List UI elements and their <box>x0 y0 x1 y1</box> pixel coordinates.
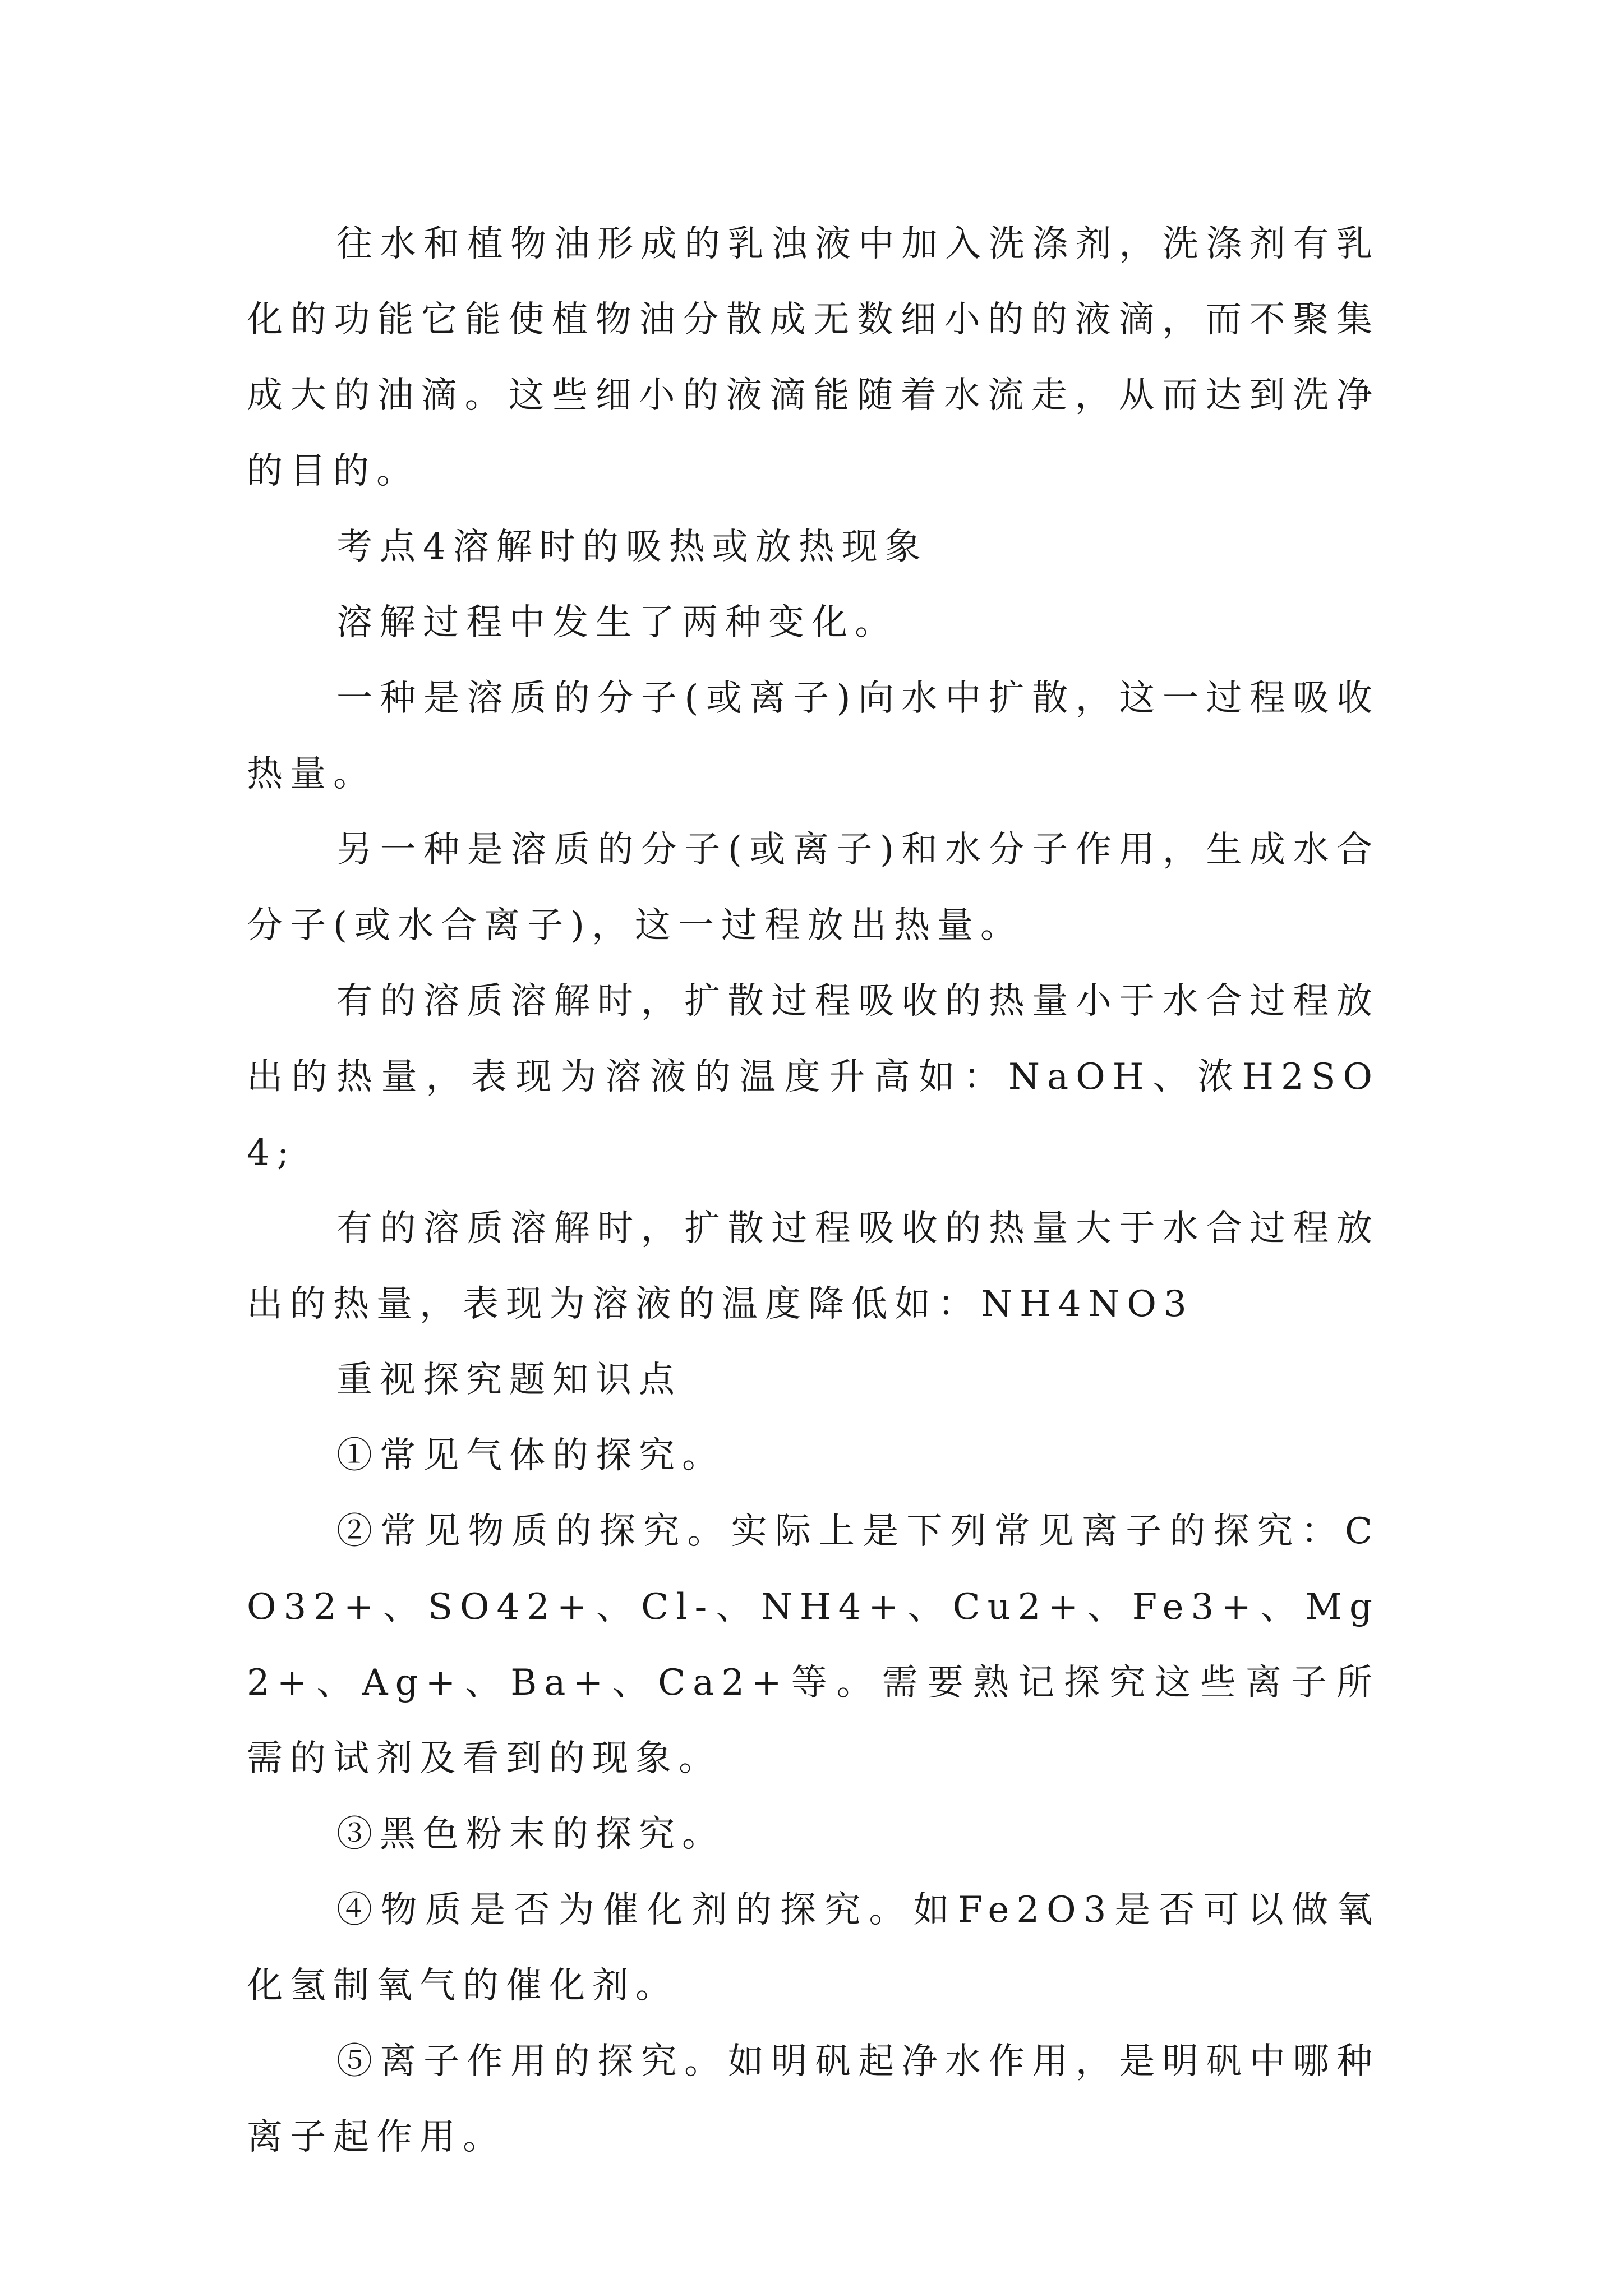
paragraph-item-5-ion-action: ⑤离子作用的探究。如明矾起净水作用，是明矾中哪种离子起作用。 <box>247 2041 1380 2158</box>
paragraph-temperature-drop: 有的溶质溶解时，扩散过程吸收的热量大于水合过程放出的热量，表现为溶液的温度降低如：NH4NO3 <box>247 1208 1380 1325</box>
paragraph-temperature-rise: 有的溶质溶解时，扩散过程吸收的热量小于水合过程放出的热量，表现为溶液的温度升高如：NaOH、浓H2SO4; <box>247 981 1380 1174</box>
paragraph-item-3-black-powder: ③黑色粉末的探究。 <box>336 1814 725 1855</box>
paragraph-item-2-ions: ②常见物质的探究。实际上是下列常见离子的探究：CO32+、SO42+、Cl-、NH4+、Cu2+、Fe3+、Mg2+、Ag+、Ba+、Ca2+等。需要熟记探究这些离子所需的试剂及看到的现象。 <box>247 1511 1380 1779</box>
paragraph-item-4-catalyst: ④物质是否为催化剂的探究。如Fe2O3是否可以做氧化氢制氧气的催化剂。 <box>247 1889 1380 2007</box>
paragraph-diffusion-absorbs-heat: 一种是溶质的分子(或离子)向水中扩散，这一过程吸收热量。 <box>247 678 1380 795</box>
paragraph-heading-inquiry-knowledge: 重视探究题知识点 <box>336 1359 682 1401</box>
document-body <box>247 206 1380 2175</box>
paragraph-two-changes: 溶解过程中发生了两种变化。 <box>336 602 898 643</box>
paragraph-hydration-releases-heat: 另一种是溶质的分子(或离子)和水分子作用，生成水合分子(或水合离子)，这一过程放出热量。 <box>247 829 1380 946</box>
paragraph-emulsion-detergent: 往水和植物油形成的乳浊液中加入洗涤剂，洗涤剂有乳化的功能它能使植物油分散成无数细小的的液滴，而不聚集成大的油滴。这些细小的液滴能随着水流走，从而达到洗净的目的。 <box>247 223 1380 492</box>
paragraph-heading-exam-point-4: 考点4溶解时的吸热或放热现象 <box>336 526 928 568</box>
paragraph-item-1-gases: ①常见气体的探究。 <box>336 1435 725 1476</box>
